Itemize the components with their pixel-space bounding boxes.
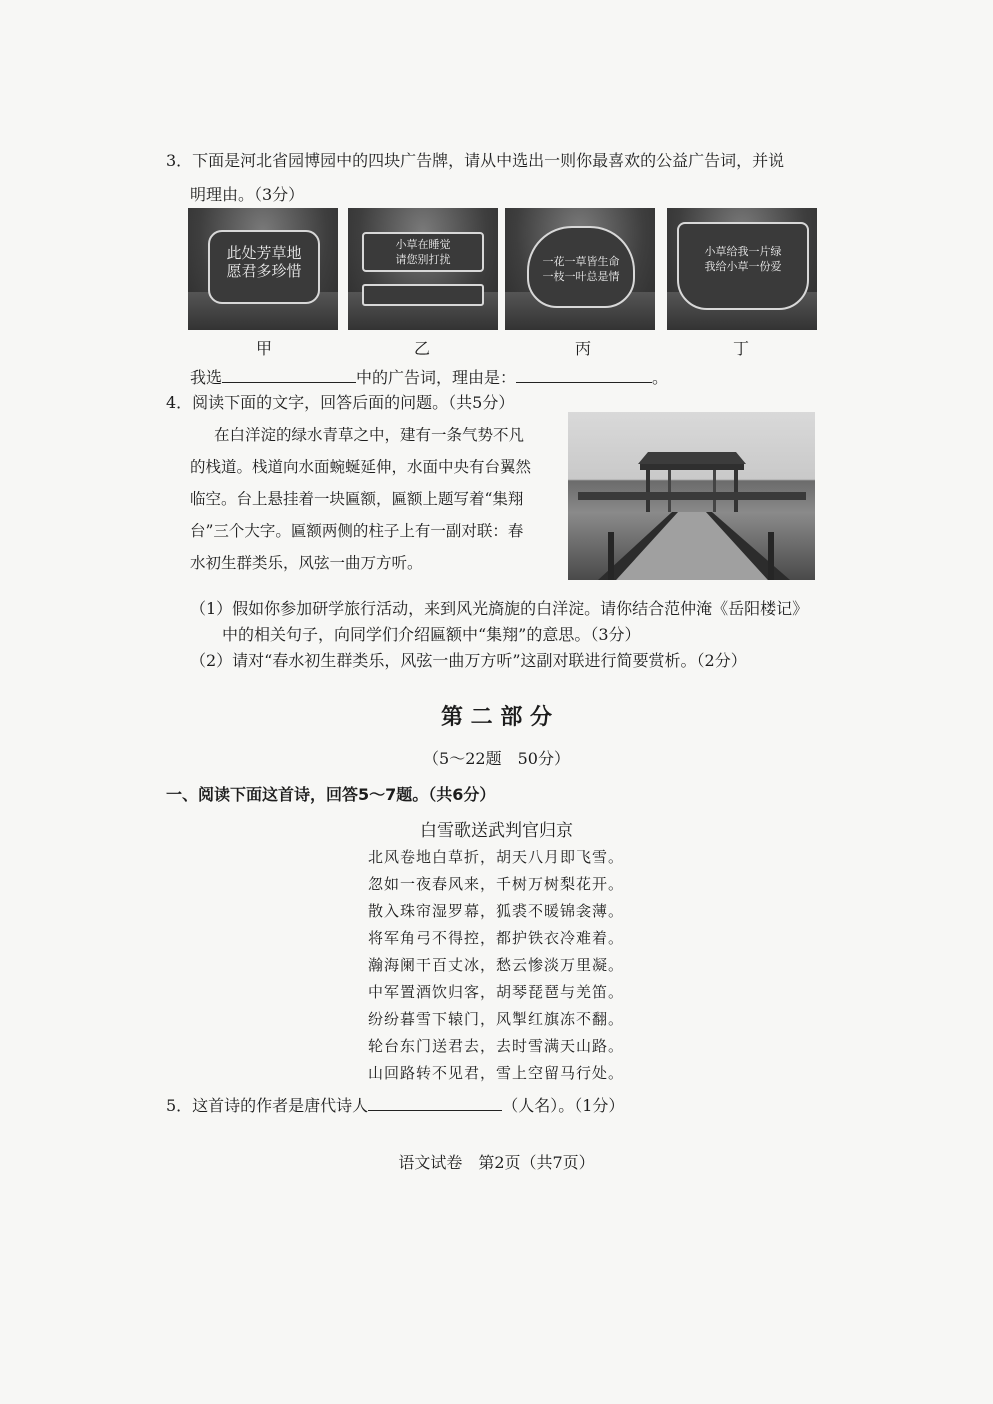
q4-passage-line4: 台”三个大字。匾额两侧的柱子上有一副对联：春 <box>190 522 524 540</box>
poem-line-9: 山回路转不见君，雪上空留马行处。 <box>368 1064 625 1082</box>
answer-end: 。 <box>652 368 669 387</box>
q3-stem-line1: 3．下面是河北省园博园中的四块广告牌，请从中选出一则你最喜欢的公益广告词，并说 <box>166 151 785 170</box>
poem-line-6: 中军置酒饮归客，胡琴琵琶与羌笛。 <box>368 983 625 1001</box>
q4-passage-line2: 的栈道。栈道向水面蜿蜒延伸，水面中央有台翼然 <box>190 458 532 476</box>
poem-line-1: 北风卷地白草折，胡天八月即飞雪。 <box>368 848 625 866</box>
poem-line-5: 瀚海阑干百丈冰，愁云惨淡万里凝。 <box>368 956 625 974</box>
sign-jia-text2: 愿君多珍惜 <box>226 262 302 280</box>
q4-intro: 4．阅读下面的文字，回答后面的问题。（共5分） <box>166 393 515 412</box>
q4-passage-line1: 在白洋淀的绿水青草之中，建有一条气势不凡 <box>214 426 525 444</box>
part2-subtitle: （5～22题 50分） <box>423 749 570 768</box>
q4-sub1-line2: 中的相关句子，向同学们介绍匾额中“集翔”的意思。（3分） <box>222 625 641 644</box>
q3-stem-line2: 明理由。（3分） <box>190 185 305 204</box>
q5-poet-blank[interactable] <box>368 1094 502 1111</box>
sign-bing-text2: 一枝一叶总是情 <box>542 270 620 283</box>
sign-yi-text1: 小草在睡觉 <box>395 238 451 251</box>
answer-mid: 中的广告词，理由是： <box>356 368 517 387</box>
sign-bing-text1: 一花一草皆生命 <box>542 255 620 268</box>
sign-photo-bing <box>505 208 655 330</box>
section1-heading: 一、阅读下面这首诗，回答5～7题。（共6分） <box>166 785 496 804</box>
q4-sub2: （2）请对“春水初生群类乐，风弦一曲万方听”这副对联进行简要赏析。（2分） <box>190 651 747 670</box>
page-footer: 语文试卷 第2页（共7页） <box>398 1153 595 1172</box>
part2-title: 第 二 部 分 <box>441 705 552 730</box>
sign-yi-text2: 请您别打扰 <box>395 253 451 266</box>
sign-board-yi-icons <box>362 284 484 306</box>
sign-jia-text1: 此处芳草地 <box>226 244 302 262</box>
sign-photo-yi <box>348 208 498 330</box>
sign-ding-text2: 我给小草一份爱 <box>704 260 782 273</box>
caption-yi: 乙 <box>414 339 431 358</box>
poem-line-3: 散入珠帘湿罗幕，狐裘不暖锦衾薄。 <box>368 902 625 920</box>
answer-reason-blank[interactable] <box>516 366 652 383</box>
poem-line-2: 忽如一夜春风来，千树万树梨花开。 <box>368 875 625 893</box>
q5-suffix: （人名）。（1分） <box>502 1096 625 1115</box>
sign-photo-ding <box>667 208 817 330</box>
sign-board-yi <box>362 232 484 272</box>
q5-prefix: 5．这首诗的作者是唐代诗人 <box>166 1096 369 1115</box>
answer-choice-blank[interactable] <box>222 366 356 383</box>
sign-board-ding <box>677 222 809 310</box>
q3-answer-line <box>190 366 668 389</box>
poem-line-4: 将军角弓不得控，都护铁衣冷难着。 <box>368 929 625 947</box>
q5-line <box>166 1094 624 1117</box>
boardwalk-pavilion-photo <box>568 412 815 580</box>
q4-sub1-line1: （1）假如你参加研学旅行活动，来到风光旖旎的白洋淀。请你结合范仲淹《岳阳楼记》 <box>190 599 809 618</box>
sign-board-jia <box>208 230 320 304</box>
caption-ding: 丁 <box>733 339 750 358</box>
poem-title: 白雪歌送武判官归京 <box>420 821 573 841</box>
caption-jia: 甲 <box>256 339 273 358</box>
q4-passage-line5: 水初生群类乐，风弦一曲万方听。 <box>190 554 423 572</box>
sign-board-bing <box>527 226 635 308</box>
answer-prefix: 我选 <box>190 368 223 387</box>
poem-line-7: 纷纷暮雪下辕门，风掣红旗冻不翻。 <box>368 1010 625 1028</box>
sign-photo-jia <box>188 208 338 330</box>
poem-line-8: 轮台东门送君去，去时雪满天山路。 <box>368 1037 625 1055</box>
caption-bing: 丙 <box>575 339 592 358</box>
sign-ding-text1: 小草给我一片绿 <box>704 245 782 258</box>
q4-passage-line3: 临空。台上悬挂着一块匾额，匾额上题写着“集翔 <box>190 490 524 508</box>
